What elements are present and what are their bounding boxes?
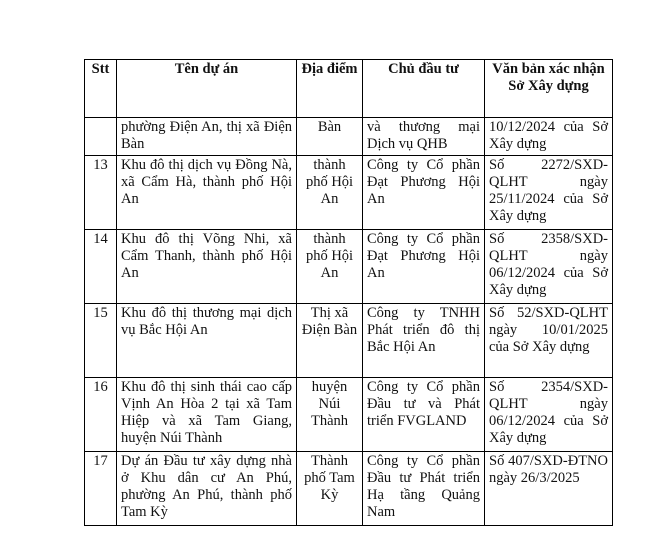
cell-owner: Công ty Cổ phần Đạt Phương Hội An bbox=[363, 230, 485, 304]
cell-location: thành phố Hội An bbox=[297, 156, 363, 230]
header-location: Địa điểm bbox=[297, 60, 363, 118]
cell-stt: 15 bbox=[85, 304, 117, 378]
table-row bbox=[85, 156, 613, 230]
cell-document: Số 52/SXD-QLHT ngày 10/01/2025 của Sở Xây dựng bbox=[485, 304, 613, 378]
cell-stt: 13 bbox=[85, 156, 117, 230]
cell-document: Số 2354/SXD-QLHT ngày 06/12/2024 của Sở Xây dựng bbox=[485, 378, 613, 452]
header-owner: Chủ đầu tư bbox=[363, 60, 485, 118]
cell-document: Số 2272/SXD-QLHT ngày 25/11/2024 của Sở Xây dựng bbox=[485, 156, 613, 230]
cell-location: huyện Núi Thành bbox=[297, 378, 363, 452]
table-row bbox=[85, 452, 613, 526]
table-row-continuation bbox=[85, 118, 613, 156]
cell-project-name: Dự án Đầu tư xây dựng nhà ở Khu dân cư An Phú, phường An Phú, thành phố Tam Kỳ bbox=[117, 452, 297, 526]
cell-owner: Công ty TNHH Phát triển đô thị Bắc Hội An bbox=[363, 304, 485, 378]
cell-project-name: Khu đô thị Võng Nhi, xã Cẩm Thanh, thành phố Hội An bbox=[117, 230, 297, 304]
cell-location: Thị xã Điện Bàn bbox=[297, 304, 363, 378]
cell-project-name: Khu đô thị dịch vụ Đồng Nà, xã Cẩm Hà, thành phố Hội An bbox=[117, 156, 297, 230]
cell-owner: Công ty Cổ phần Đầu tư và Phát triển FVGLAND bbox=[363, 378, 485, 452]
header-stt: Stt bbox=[85, 60, 117, 118]
cell-location: Bàn bbox=[297, 118, 363, 156]
cell-stt: 14 bbox=[85, 230, 117, 304]
cell-stt bbox=[85, 118, 117, 156]
header-project-name: Tên dự án bbox=[117, 60, 297, 118]
cell-project-name: Khu đô thị thương mại dịch vụ Bắc Hội An bbox=[117, 304, 297, 378]
cell-owner: và thương mại Dịch vụ QHB bbox=[363, 118, 485, 156]
table-header-row bbox=[85, 60, 613, 118]
projects-table bbox=[84, 59, 613, 526]
cell-document: 10/12/2024 của Sở Xây dựng bbox=[485, 118, 613, 156]
cell-stt: 16 bbox=[85, 378, 117, 452]
table-row bbox=[85, 230, 613, 304]
cell-project-name: phường Điện An, thị xã Điện Bàn bbox=[117, 118, 297, 156]
cell-document: Số 407/SXD-ĐTNO ngày 26/3/2025 bbox=[485, 452, 613, 526]
table-row bbox=[85, 304, 613, 378]
cell-project-name: Khu đô thị sinh thái cao cấp Vịnh An Hòa 2 tại xã Tam Hiệp và xã Tam Giang, huyện Núi Thành bbox=[117, 378, 297, 452]
cell-document: Số 2358/SXD-QLHT ngày 06/12/2024 của Sở Xây dựng bbox=[485, 230, 613, 304]
table-row bbox=[85, 378, 613, 452]
cell-owner: Công ty Cổ phần Đạt Phương Hội An bbox=[363, 156, 485, 230]
cell-location: thành phố Hội An bbox=[297, 230, 363, 304]
cell-location: Thành phố Tam Kỳ bbox=[297, 452, 363, 526]
cell-stt: 17 bbox=[85, 452, 117, 526]
header-document: Văn bản xác nhận Sở Xây dựng bbox=[485, 60, 613, 118]
cell-owner: Công ty Cổ phần Đầu tư Phát triển Hạ tầng Quảng Nam bbox=[363, 452, 485, 526]
